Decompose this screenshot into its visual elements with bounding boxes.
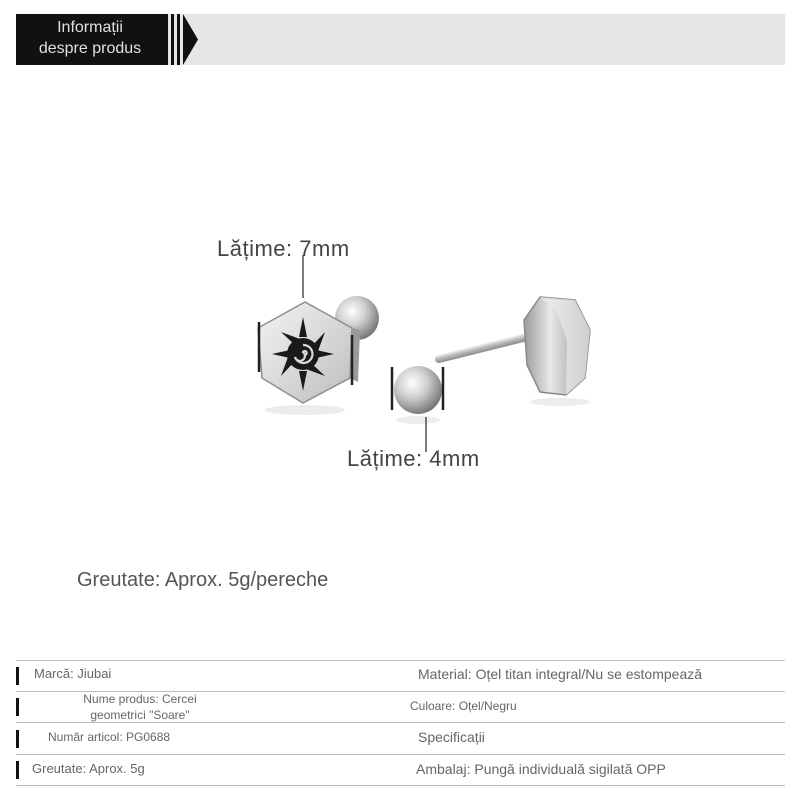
spec-packaging: Ambalaj: Pungă individuală sigilată OPP xyxy=(416,761,666,777)
spec-product-name xyxy=(40,691,240,723)
weight-note: Greutate: Aprox. 5g/pereche xyxy=(77,569,329,591)
spec-product-name-line2: geometrici "Soare" xyxy=(90,708,190,722)
table-divider xyxy=(16,660,785,661)
row-marker xyxy=(16,667,19,685)
width-label-bottom: Lățime: 4mm xyxy=(347,446,480,471)
spec-color: Culoare: Oțel/Negru xyxy=(410,699,517,713)
section-title-line2: despre produs xyxy=(38,40,142,57)
width-label-top: Lățime: 7mm xyxy=(217,236,350,261)
spec-brand: Marcă: Jiubai xyxy=(34,666,112,681)
spec-product-name-line1: Nume produs: Cercei xyxy=(83,692,197,706)
spec-material: Material: Oțel titan integral/Nu se estompează xyxy=(418,666,703,682)
spec-weight: Greutate: Aprox. 5g xyxy=(32,761,145,776)
row-marker xyxy=(16,761,19,779)
row-marker xyxy=(16,698,19,716)
table-divider xyxy=(16,785,785,786)
spec-item-number: Număr articol: PG0688 xyxy=(48,730,171,744)
table-divider xyxy=(16,754,785,755)
front-ball xyxy=(394,366,442,414)
section-title-line1: Informații xyxy=(57,19,123,36)
spec-specification: Specificații xyxy=(418,729,485,745)
row-marker xyxy=(16,730,19,748)
